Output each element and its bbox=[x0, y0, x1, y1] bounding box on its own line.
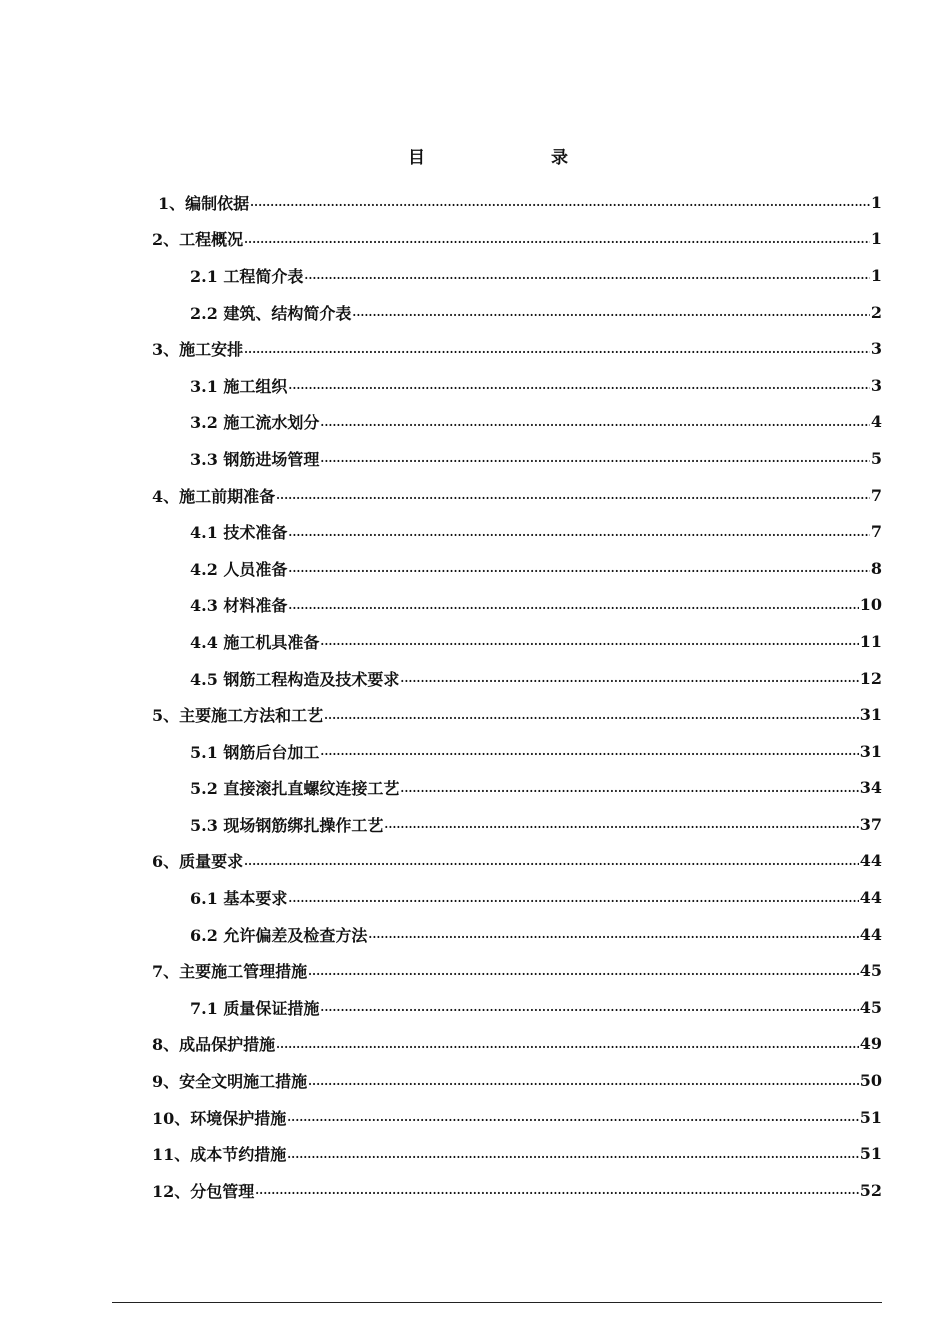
dot-leader bbox=[244, 340, 870, 358]
dot-leader bbox=[288, 376, 869, 394]
dot-leader bbox=[288, 559, 869, 577]
toc-entry-label: 5.2 直接滚扎直螺纹连接工艺 bbox=[190, 776, 399, 799]
dot-leader bbox=[308, 962, 859, 980]
dot-leader bbox=[288, 596, 858, 614]
toc-entry-page: 44 bbox=[859, 924, 882, 944]
toc-entry[interactable] bbox=[0, 184, 950, 221]
toc-entry[interactable] bbox=[0, 879, 950, 916]
toc-entry-label: 12、分包管理 bbox=[152, 1179, 254, 1202]
toc-entry-label: 7、主要施工管理措施 bbox=[152, 959, 307, 982]
toc-entry-page: 5 bbox=[870, 448, 882, 468]
dot-leader bbox=[320, 413, 869, 431]
toc-entry[interactable] bbox=[0, 623, 950, 660]
toc-entry-label: 3.2 施工流水划分 bbox=[190, 410, 319, 433]
dot-leader bbox=[287, 1145, 858, 1163]
toc-entry[interactable] bbox=[0, 1026, 950, 1063]
toc-entry-page: 4 bbox=[870, 412, 882, 432]
toc-entry[interactable] bbox=[0, 440, 950, 477]
toc-entry-label: 4.3 材料准备 bbox=[190, 593, 287, 616]
toc-entry-label: 3.1 施工组织 bbox=[190, 374, 287, 397]
toc-entry-page: 34 bbox=[859, 778, 882, 798]
toc-entry-label: 4.1 技术准备 bbox=[190, 520, 287, 543]
toc-entry-page: 7 bbox=[870, 522, 882, 542]
toc-entry-label: 2.2 建筑、结构简介表 bbox=[190, 301, 351, 324]
dot-leader bbox=[244, 852, 859, 870]
toc-entry-label: 5.1 钢筋后台加工 bbox=[190, 740, 319, 763]
toc-entry-label: 4.4 施工机具准备 bbox=[190, 630, 319, 653]
dot-leader bbox=[287, 1108, 858, 1126]
toc-entry[interactable] bbox=[0, 952, 950, 989]
toc-entry-page: 3 bbox=[870, 375, 882, 395]
dot-leader bbox=[352, 303, 869, 321]
toc-entry-page: 51 bbox=[859, 1107, 882, 1127]
toc-entry-page: 52 bbox=[859, 1180, 882, 1200]
toc-entry-label: 7.1 质量保证措施 bbox=[190, 996, 319, 1019]
toc-entry-page: 10 bbox=[859, 595, 882, 615]
dot-leader bbox=[308, 1072, 859, 1090]
toc-entry-page: 45 bbox=[859, 961, 882, 981]
toc-entry-label: 5、主要施工方法和工艺 bbox=[152, 703, 323, 726]
toc-entry-label: 8、成品保护措施 bbox=[152, 1032, 275, 1055]
dot-leader bbox=[304, 266, 869, 284]
toc-entry[interactable] bbox=[0, 806, 950, 843]
toc-entry[interactable] bbox=[0, 843, 950, 880]
toc-entry[interactable] bbox=[0, 696, 950, 733]
dot-leader bbox=[288, 889, 858, 907]
toc-entry[interactable] bbox=[0, 989, 950, 1026]
dot-leader bbox=[250, 193, 870, 211]
toc-entry[interactable] bbox=[0, 1062, 950, 1099]
dot-leader bbox=[400, 779, 858, 797]
toc-entry-page: 31 bbox=[859, 741, 882, 761]
toc-entry-label: 11、成本节约措施 bbox=[152, 1142, 286, 1165]
toc-entry-label: 10、环境保护措施 bbox=[152, 1106, 286, 1129]
toc-entry[interactable] bbox=[0, 257, 950, 294]
toc-entry-page: 31 bbox=[859, 705, 882, 725]
toc-entry[interactable] bbox=[0, 587, 950, 624]
table-of-contents bbox=[0, 184, 950, 1209]
toc-entry-page: 50 bbox=[859, 1071, 882, 1091]
toc-entry-label: 9、安全文明施工措施 bbox=[152, 1069, 307, 1092]
toc-entry-label: 4、施工前期准备 bbox=[152, 484, 275, 507]
toc-entry-label: 5.3 现场钢筋绑扎操作工艺 bbox=[190, 813, 383, 836]
toc-entry-label: 3.3 钢筋进场管理 bbox=[190, 447, 319, 470]
dot-leader bbox=[244, 230, 870, 248]
toc-entry[interactable] bbox=[0, 770, 950, 807]
toc-entry[interactable] bbox=[0, 367, 950, 404]
dot-leader bbox=[276, 486, 870, 504]
toc-entry[interactable] bbox=[0, 513, 950, 550]
dot-leader bbox=[320, 449, 869, 467]
dot-leader bbox=[324, 706, 859, 724]
toc-entry-label: 6.1 基本要求 bbox=[190, 886, 287, 909]
dot-leader bbox=[255, 1181, 858, 1199]
toc-entry-page: 49 bbox=[859, 1034, 882, 1054]
dot-leader bbox=[276, 1035, 859, 1053]
toc-entry-page: 12 bbox=[859, 668, 882, 688]
dot-leader bbox=[384, 815, 858, 833]
toc-entry-page: 45 bbox=[859, 997, 882, 1017]
toc-entry-page: 3 bbox=[870, 339, 882, 359]
toc-entry-page: 1 bbox=[870, 192, 882, 212]
toc-entry-label: 2.1 工程简介表 bbox=[190, 264, 303, 287]
toc-entry-page: 44 bbox=[859, 851, 882, 871]
dot-leader bbox=[320, 742, 858, 760]
toc-entry-label: 2、工程概况 bbox=[152, 227, 243, 250]
toc-entry[interactable] bbox=[0, 916, 950, 953]
toc-entry[interactable] bbox=[0, 330, 950, 367]
toc-entry-label: 4.5 钢筋工程构造及技术要求 bbox=[190, 667, 399, 690]
toc-entry-page: 11 bbox=[859, 631, 882, 651]
dot-leader bbox=[320, 632, 858, 650]
toc-entry-page: 2 bbox=[870, 302, 882, 322]
toc-entry[interactable] bbox=[0, 294, 950, 331]
toc-title: 目 录 bbox=[408, 148, 628, 168]
toc-entry[interactable] bbox=[0, 1099, 950, 1136]
toc-entry[interactable] bbox=[0, 1135, 950, 1172]
toc-entry-page: 44 bbox=[859, 888, 882, 908]
toc-entry[interactable] bbox=[0, 550, 950, 587]
dot-leader bbox=[320, 998, 858, 1016]
toc-entry[interactable] bbox=[0, 477, 950, 514]
toc-entry-page: 37 bbox=[859, 814, 882, 834]
toc-entry-page: 1 bbox=[870, 229, 882, 249]
toc-entry-page: 1 bbox=[870, 265, 882, 285]
toc-entry-label: 6.2 允许偏差及检查方法 bbox=[190, 923, 367, 946]
dot-leader bbox=[368, 925, 858, 943]
dot-leader bbox=[288, 523, 869, 541]
toc-entry-page: 7 bbox=[870, 485, 882, 505]
toc-entry-label: 4.2 人员准备 bbox=[190, 557, 287, 580]
toc-entry-label: 6、质量要求 bbox=[152, 849, 243, 872]
toc-entry[interactable] bbox=[0, 733, 950, 770]
footer-divider bbox=[112, 1302, 882, 1303]
toc-entry-label: 1、编制依据 bbox=[158, 191, 249, 214]
toc-entry[interactable] bbox=[0, 1172, 950, 1209]
toc-entry-label: 3、施工安排 bbox=[152, 337, 243, 360]
toc-entry[interactable] bbox=[0, 660, 950, 697]
dot-leader bbox=[400, 669, 858, 687]
toc-entry[interactable] bbox=[0, 404, 950, 441]
toc-entry-page: 51 bbox=[859, 1144, 882, 1164]
toc-entry-page: 8 bbox=[870, 558, 882, 578]
toc-entry[interactable] bbox=[0, 221, 950, 258]
